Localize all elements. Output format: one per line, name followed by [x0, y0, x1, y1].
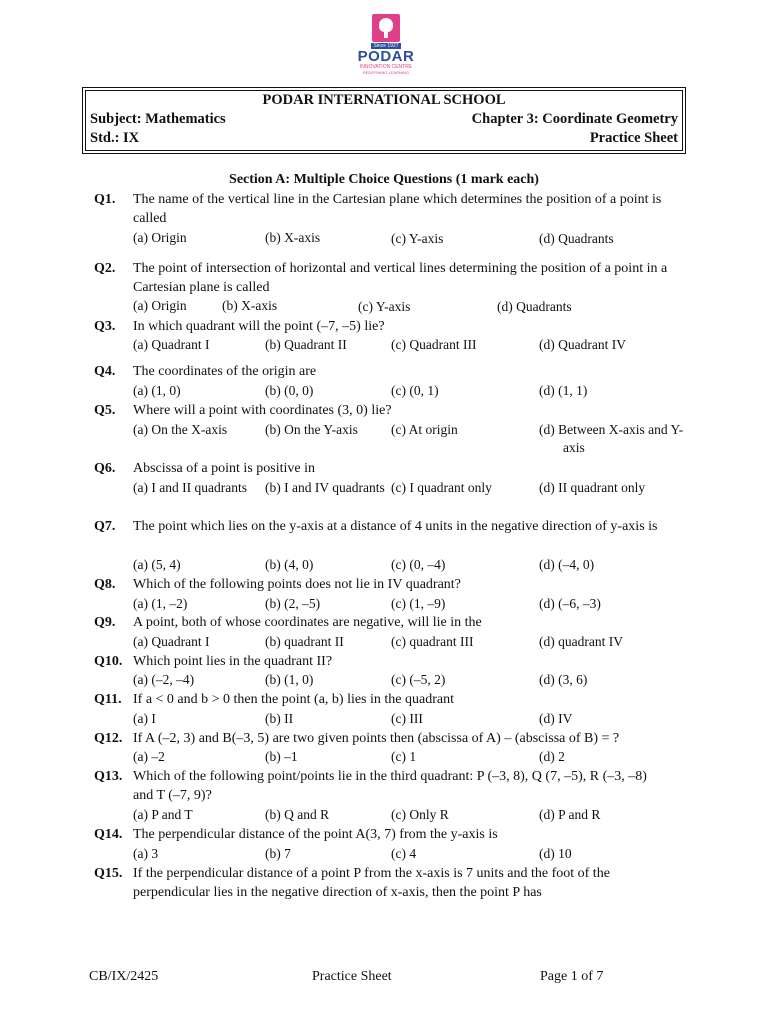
option-a: (a) (–2, –4): [133, 672, 195, 687]
option-a: (a) P and T: [133, 807, 193, 822]
option-a: (a) Quadrant I: [133, 634, 210, 649]
option-b: (b) 7: [265, 846, 291, 861]
option-b: (b) (1, 0): [265, 672, 314, 687]
option-d: (d) Quadrants: [497, 299, 572, 314]
option-c: (c) Y-axis: [358, 299, 411, 314]
option-d: (d) (–4, 0): [539, 557, 595, 572]
option-d: (d) quadrant IV: [539, 634, 623, 649]
option-c: (c) Only R: [391, 807, 449, 822]
question-text: If the perpendicular distance of a point P from the x-axis is 7 units and the foot of the perpendicular lies in the negative direction of x-axis, then the point P has: [133, 866, 610, 900]
option-a: (a) (1, 0): [133, 383, 181, 398]
question-number: Q9.: [94, 615, 116, 630]
header-box: [82, 87, 686, 154]
option-a: (a) Quadrant I: [133, 337, 210, 352]
option-c: (c) (–5, 2): [391, 672, 446, 687]
question-number: Q8.: [94, 577, 116, 592]
logo-subtitle: INNOVATION CENTRE: [359, 64, 413, 70]
question-text: The name of the vertical line in the Cartesian plane which determines the position of a point is called: [133, 192, 662, 226]
sheet-label: Practice Sheet: [589, 130, 678, 146]
option-c: (c) 4: [391, 846, 417, 861]
question-text: The coordinates of the origin are: [133, 364, 317, 379]
option-a: (a) 3: [133, 846, 159, 861]
option-b: (b) –1: [265, 749, 298, 764]
question-number: Q4.: [94, 364, 116, 379]
question-text: Which of the following points does not lie in IV quadrant?: [133, 577, 461, 592]
option-b: (b) I and IV quadrants: [265, 480, 385, 495]
option-a: (a) On the X-axis: [133, 422, 228, 437]
option-d: (d) P and R: [539, 807, 601, 822]
option-a: (a) (5, 4): [133, 557, 181, 572]
question-text: The perpendicular distance of the point A(3, 7) from the y-axis is: [133, 827, 498, 842]
footer-label: Practice Sheet: [312, 969, 392, 984]
subject-label: Subject: Mathematics: [90, 111, 226, 127]
option-d: (d) Quadrant IV: [539, 337, 626, 352]
header-row-subject: [90, 111, 678, 128]
option-b: (b) Q and R: [265, 807, 330, 822]
option-a: (a) I: [133, 711, 156, 726]
chapter-label: Chapter 3: Coordinate Geometry: [471, 111, 678, 127]
header-row-std: [90, 130, 678, 147]
question-number: Q11.: [94, 692, 122, 707]
logo-tagline: REDEFINING LEARNING: [362, 70, 410, 75]
logo-since: Since 1927: [371, 43, 401, 49]
option-d: (d) (–6, –3): [539, 596, 601, 611]
question-text: A point, both of whose coordinates are negative, will lie in the: [133, 615, 482, 630]
option-b: (b) Quadrant II: [265, 337, 347, 352]
option-b: (b) quadrant II: [265, 634, 344, 649]
option-c: (c) (0, 1): [391, 383, 439, 398]
option-c: (c) 1: [391, 749, 417, 764]
option-c: (c) quadrant III: [391, 634, 474, 649]
option-d: (d) II quadrant only: [539, 480, 646, 495]
question-number: Q12.: [94, 731, 123, 746]
school-logo: [350, 14, 422, 75]
question-text: The point of intersection of horizontal and vertical lines determining the position of a point in a Cartesian plane is called: [133, 261, 668, 295]
question-number: Q3.: [94, 319, 116, 334]
option-b: (b) On the Y-axis: [265, 422, 358, 437]
question-number: Q14.: [94, 827, 123, 842]
option-d: (d) 2: [539, 749, 565, 764]
question-number: Q10.: [94, 654, 123, 669]
question-text: If a < 0 and b > 0 then the point (a, b) lies in the quadrant: [133, 692, 454, 707]
question-number: Q5.: [94, 403, 116, 418]
tree-icon: [372, 14, 400, 42]
option-b: (b) X-axis: [265, 230, 321, 245]
question-text: The point which lies on the y-axis at a distance of 4 units in the negative direction of y-axis is: [133, 519, 658, 534]
option-a: (a) –2: [133, 749, 165, 764]
option-c: (c) Y-axis: [391, 231, 444, 246]
option-d: (d) (1, 1): [539, 383, 588, 398]
question-number: Q15.: [94, 866, 123, 881]
option-a: (a) Origin: [133, 298, 187, 313]
option-c: (c) (1, –9): [391, 596, 446, 611]
question-text: If A (–2, 3) and B(–3, 5) are two given points then (abscissa of A) – (abscissa of B) = ?: [133, 731, 620, 746]
option-b: (b) (2, –5): [265, 596, 321, 611]
logo-name: PODAR: [357, 48, 415, 65]
question-number: Q13.: [94, 769, 123, 784]
question-number: Q6.: [94, 461, 116, 476]
question-number: Q1.: [94, 192, 116, 207]
option-c: (c) III: [391, 711, 423, 726]
option-b: (b) (0, 0): [265, 383, 314, 398]
std-label: Std.: IX: [90, 130, 140, 146]
question-text: Where will a point with coordinates (3, 0) lie?: [133, 403, 392, 418]
option-b: (b) X-axis: [222, 298, 278, 313]
question-text: Which of the following point/points lie in the third quadrant: P (–3, 8), Q (7, –5), R (–3, –8) and T (–7, 9)?: [133, 769, 647, 803]
option-c: (c) I quadrant only: [391, 480, 492, 495]
option-d: (d) IV: [539, 711, 573, 726]
footer-code: CB/IX/2425: [89, 969, 159, 984]
option-d: (d) Quadrants: [539, 231, 614, 246]
question-text: In which quadrant will the point (–7, –5) lie?: [133, 319, 385, 334]
footer-page-number: Page 1 of 7: [540, 969, 604, 984]
question-number: Q2.: [94, 261, 116, 276]
option-b: (b) (4, 0): [265, 557, 314, 572]
option-a: (a) Origin: [133, 230, 187, 245]
question-text: Abscissa of a point is positive in: [133, 461, 315, 476]
option-d: (d) (3, 6): [539, 672, 588, 687]
question-text: Which point lies in the quadrant II?: [133, 654, 333, 669]
option-b: (b) II: [265, 711, 294, 726]
option-a: (a) I and II quadrants: [133, 480, 247, 495]
option-c: (c) Quadrant III: [391, 337, 477, 352]
option-c: (c) At origin: [391, 422, 458, 437]
option-c: (c) (0, –4): [391, 557, 446, 572]
option-d: (d) Between X-axis and Y-axis: [539, 422, 684, 455]
section-title: Section A: Multiple Choice Questions (1 mark each): [229, 172, 539, 187]
option-d: (d) 10: [539, 846, 572, 861]
option-a: (a) (1, –2): [133, 596, 188, 611]
school-name: PODAR INTERNATIONAL SCHOOL: [262, 92, 506, 108]
question-number: Q7.: [94, 519, 116, 534]
